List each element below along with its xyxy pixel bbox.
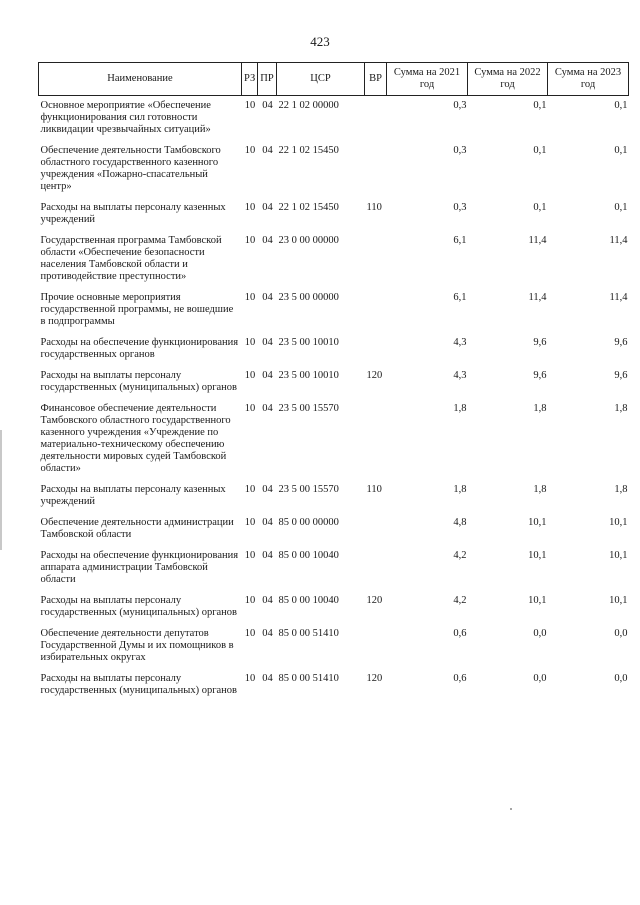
row-pr: 04 [262, 100, 273, 111]
table-row [39, 669, 629, 702]
row-name: Обеспечение деятельности Тамбовского областного государственного казенного учреждения «Пожарно-спасательный центр» [40, 145, 221, 192]
row-csr: 22 1 02 00000 [278, 100, 339, 111]
row-csr: 22 1 02 15450 [278, 202, 339, 213]
row-sum-2023: 1,8 [614, 484, 628, 495]
row-rz: 10 [244, 145, 256, 156]
row-sum-2021: 1,8 [453, 484, 467, 495]
row-vr [365, 333, 387, 366]
row-vr [365, 141, 387, 198]
row-sum-2021: 4,2 [453, 595, 467, 606]
header-sum-2021: Сумма на 2021 год [387, 63, 468, 96]
table-row [39, 399, 629, 480]
header-pr: ПР [258, 63, 277, 96]
row-sum-2022: 9,6 [533, 337, 547, 348]
row-csr: 23 5 00 00000 [278, 292, 339, 303]
row-sum-2023: 0,1 [614, 100, 628, 111]
row-sum-2023: 1,8 [614, 403, 628, 414]
row-sum-2022: 11,4 [528, 235, 547, 246]
row-rz: 10 [244, 292, 256, 303]
row-csr: 85 0 00 51410 [278, 628, 339, 639]
table-row [39, 141, 629, 198]
row-vr: 120 [366, 673, 383, 684]
row-sum-2021: 0,6 [453, 628, 467, 639]
row-sum-2022: 0,0 [533, 628, 547, 639]
row-sum-2023: 0,0 [614, 673, 628, 684]
table-row [39, 546, 629, 591]
row-name: Финансовое обеспечение деятельности Тамбовского областного государственного казенного учреждения «Учреждение по материально-техническому обеспечению деятельности мировых судей Тамбовской области» [40, 403, 231, 474]
row-name: Обеспечение деятельности депутатов Государственной Думы и их помощников в избирательных округах [40, 628, 234, 663]
row-vr [365, 399, 387, 480]
table-row [39, 591, 629, 624]
row-sum-2021: 0,3 [453, 145, 467, 156]
table-row [39, 333, 629, 366]
row-pr: 04 [262, 403, 273, 414]
row-vr: 110 [366, 484, 382, 495]
row-vr [365, 546, 387, 591]
row-name: Расходы на выплаты персоналу государственных (муниципальных) органов [40, 370, 238, 393]
row-vr: 110 [366, 202, 382, 213]
table-row [39, 624, 629, 669]
row-sum-2022: 0,1 [533, 145, 547, 156]
row-sum-2023: 9,6 [614, 370, 628, 381]
table-row [39, 96, 629, 142]
row-name: Основное мероприятие «Обеспечение функционирования сил готовности ликвидации чрезвычайных ситуаций» [40, 100, 211, 135]
header-name: Наименование [39, 63, 242, 96]
row-pr: 04 [262, 517, 273, 528]
row-rz: 10 [244, 370, 256, 381]
row-name: Расходы на выплаты персоналу казенных учреждений [40, 202, 226, 225]
row-sum-2022: 0,1 [533, 100, 547, 111]
row-sum-2022: 10,1 [528, 517, 547, 528]
row-pr: 04 [262, 337, 273, 348]
row-sum-2022: 1,8 [533, 403, 547, 414]
row-sum-2021: 0,3 [453, 100, 467, 111]
row-name: Расходы на обеспечение функционирования аппарата администрации Тамбовской области [40, 550, 239, 585]
row-sum-2023: 0,1 [614, 145, 628, 156]
row-sum-2022: 10,1 [528, 550, 547, 561]
row-sum-2023: 0,1 [614, 202, 628, 213]
row-vr [365, 231, 387, 288]
table-row [39, 513, 629, 546]
row-sum-2021: 4,3 [453, 370, 467, 381]
row-sum-2022: 9,6 [533, 370, 547, 381]
row-sum-2021: 0,6 [453, 673, 467, 684]
row-csr: 85 0 00 10040 [278, 595, 339, 606]
row-name: Расходы на выплаты персоналу казенных учреждений [40, 484, 226, 507]
header-sum-2023: Сумма на 2023 год [548, 63, 629, 96]
row-pr: 04 [262, 595, 273, 606]
budget-table [38, 62, 629, 702]
row-vr [365, 96, 387, 142]
row-sum-2021: 6,1 [453, 235, 467, 246]
row-pr: 04 [262, 628, 273, 639]
row-pr: 04 [262, 550, 273, 561]
row-csr: 23 5 00 15570 [278, 403, 339, 414]
row-vr: 120 [366, 370, 383, 381]
row-rz: 10 [244, 337, 256, 348]
row-sum-2023: 11,4 [609, 235, 628, 246]
row-rz: 10 [244, 550, 256, 561]
header-rz: РЗ [242, 63, 258, 96]
row-rz: 10 [244, 100, 256, 111]
header-csr: ЦСР [277, 63, 365, 96]
row-sum-2021: 4,3 [453, 337, 467, 348]
row-pr: 04 [262, 145, 273, 156]
table-body [39, 96, 629, 703]
row-csr: 23 5 00 10010 [278, 370, 339, 381]
row-name: Обеспечение деятельности администрации Тамбовской области [40, 517, 234, 540]
row-pr: 04 [262, 202, 273, 213]
row-name: Расходы на выплаты персоналу государственных (муниципальных) органов [40, 673, 238, 696]
table-row [39, 366, 629, 399]
table-row [39, 480, 629, 513]
row-sum-2022: 1,8 [533, 484, 547, 495]
row-csr: 23 0 00 00000 [278, 235, 339, 246]
row-vr [365, 513, 387, 546]
page-number: 423 [310, 34, 330, 49]
table-row [39, 198, 629, 231]
row-csr: 85 0 00 10040 [278, 550, 339, 561]
row-pr: 04 [262, 235, 273, 246]
scan-speck [510, 808, 512, 810]
row-name: Расходы на обеспечение функционирования государственных органов [40, 337, 239, 360]
row-rz: 10 [244, 235, 256, 246]
row-csr: 23 5 00 15570 [278, 484, 339, 495]
row-rz: 10 [244, 484, 256, 495]
row-rz: 10 [244, 517, 256, 528]
row-sum-2021: 4,8 [453, 517, 467, 528]
row-sum-2022: 10,1 [528, 595, 547, 606]
header-vr: ВР [365, 63, 387, 96]
row-csr: 85 0 00 00000 [278, 517, 339, 528]
row-rz: 10 [244, 403, 256, 414]
row-vr: 120 [366, 595, 383, 606]
row-vr [365, 624, 387, 669]
row-sum-2021: 0,3 [453, 202, 467, 213]
row-sum-2021: 6,1 [453, 292, 467, 303]
row-sum-2021: 1,8 [453, 403, 467, 414]
row-csr: 23 5 00 10010 [278, 337, 339, 348]
row-rz: 10 [244, 673, 256, 684]
row-pr: 04 [262, 673, 273, 684]
row-sum-2022: 0,1 [533, 202, 547, 213]
row-sum-2023: 10,1 [609, 595, 628, 606]
row-csr: 22 1 02 15450 [278, 145, 339, 156]
row-vr [365, 288, 387, 333]
row-pr: 04 [262, 484, 273, 495]
row-rz: 10 [244, 202, 256, 213]
row-pr: 04 [262, 292, 273, 303]
row-pr: 04 [262, 370, 273, 381]
row-rz: 10 [244, 628, 256, 639]
row-sum-2023: 11,4 [609, 292, 628, 303]
row-name: Расходы на выплаты персоналу государственных (муниципальных) органов [40, 595, 238, 618]
row-name: Государственная программа Тамбовской области «Обеспечение безопасности населения Тамбовской области и противодействие преступности» [40, 235, 222, 282]
row-rz: 10 [244, 595, 256, 606]
row-name: Прочие основные мероприятия государственной программы, не вошедшие в подпрограммы [40, 292, 234, 327]
table-row [39, 288, 629, 333]
row-sum-2021: 4,2 [453, 550, 467, 561]
row-sum-2023: 10,1 [609, 517, 628, 528]
scan-edge-mark [0, 430, 2, 550]
row-sum-2023: 10,1 [609, 550, 628, 561]
row-sum-2023: 0,0 [614, 628, 628, 639]
table-row [39, 231, 629, 288]
row-sum-2023: 9,6 [614, 337, 628, 348]
row-sum-2022: 0,0 [533, 673, 547, 684]
row-csr: 85 0 00 51410 [278, 673, 339, 684]
row-sum-2022: 11,4 [528, 292, 547, 303]
header-sum-2022: Сумма на 2022 год [468, 63, 548, 96]
table-header [39, 63, 629, 96]
